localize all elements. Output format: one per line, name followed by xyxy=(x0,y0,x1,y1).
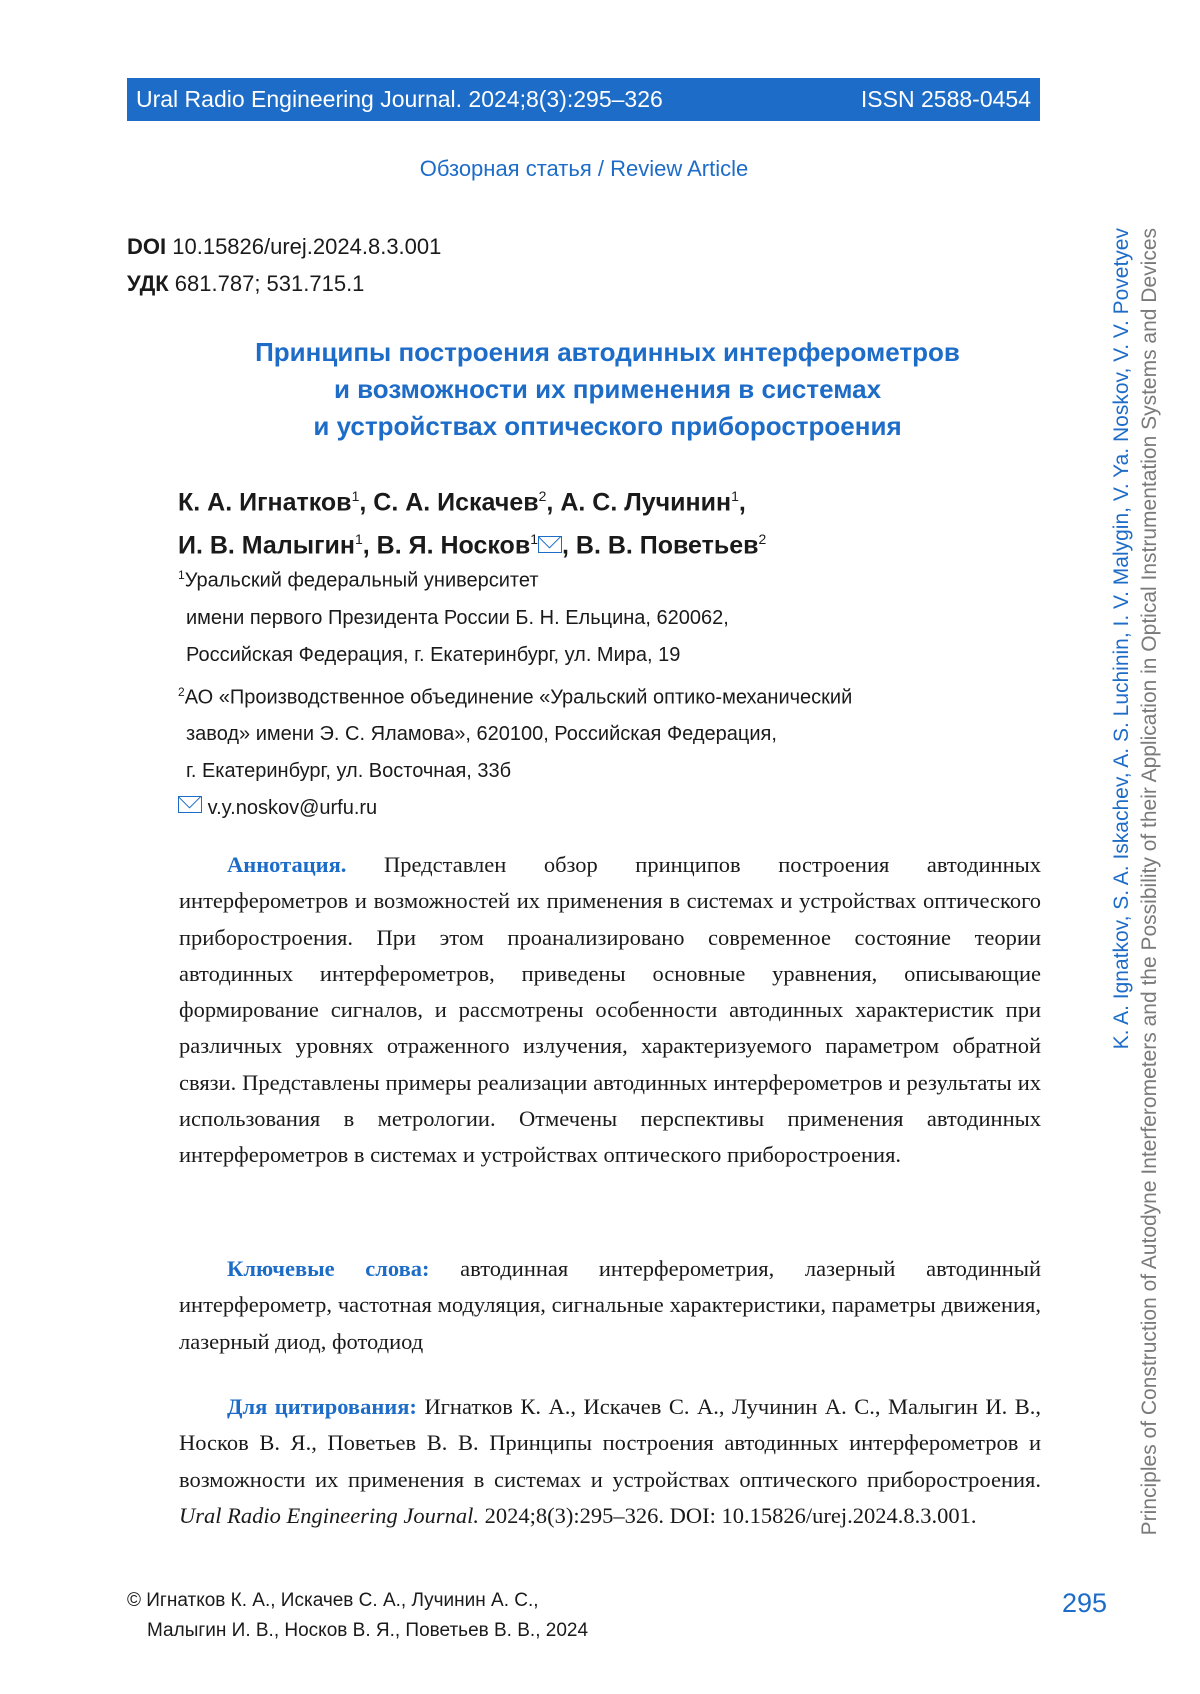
journal-citation: Ural Radio Engineering Journal. 2024;8(3):295–326 xyxy=(136,86,663,112)
corresponding-email[interactable]: v.y.noskov@urfu.ru xyxy=(207,797,378,820)
article-identifiers xyxy=(127,228,441,302)
udk-value: 681.787; 531.715.1 xyxy=(174,271,365,296)
affiliation-text: имени первого Президента России Б. Н. Ельцина, 620062, xyxy=(186,606,729,629)
udk-label: УДК xyxy=(127,271,169,296)
citation-journal: Ural Radio Engineering Journal. xyxy=(179,1502,479,1528)
envelope-icon xyxy=(178,796,202,813)
affiliation-number: 2 xyxy=(178,684,185,699)
author-list: К. А. Игнатков$^1$, С. А. Искачев$^2$, А. С. Лучинин$^1$, И. В. Малыгин$^1$, В. Я. Носков$^1$ , В. В. Поветьев$^2$ xyxy=(178,488,767,560)
abstract-label: Аннотация. xyxy=(227,852,347,877)
title-line: и возможности их применения в системах xyxy=(333,374,882,404)
copyright xyxy=(127,1586,588,1646)
author-affiliation-mark: 2 xyxy=(758,531,767,548)
article-title xyxy=(130,334,1085,445)
page-number: 295 xyxy=(1062,1588,1108,1618)
affiliation-number: 1 xyxy=(178,568,185,582)
affiliations xyxy=(178,557,1018,827)
side-title: Principles of Construction of Autodyne Interferometers and the Possibility of their Application in Optical Instrumentation Systems and Devices xyxy=(1138,228,1161,1536)
keywords-text: автодинная интерферометрия, лазерный автодинный интерферометр, частотная модуляция, сигнальные характеристики, параметры движения, лазерный диод, фотодиод xyxy=(179,1256,1041,1354)
doi-value[interactable]: 10.15826/urej.2024.8.3.001 xyxy=(172,234,442,259)
author-name: В. В. Поветьев xyxy=(575,531,759,560)
article-type: Обзорная статья / Review Article xyxy=(419,156,749,181)
author-affiliation-mark: 1 xyxy=(351,488,360,504)
envelope-icon xyxy=(538,536,562,553)
keywords xyxy=(179,1251,1041,1360)
title-line: и устройствах оптического приборостроения xyxy=(313,411,902,441)
author-name: К. А. Игнатков xyxy=(178,488,352,517)
author-name: И. В. Малыгин xyxy=(178,531,355,560)
affiliation-text: г. Екатеринбург, ул. Восточная, 33б xyxy=(186,760,512,783)
abstract xyxy=(179,847,1041,1174)
side-running-title xyxy=(1108,228,1178,1568)
title-line: Принципы построения автодинных интерферометров xyxy=(255,337,960,367)
author-name: В. Я. Носков xyxy=(376,531,531,560)
affiliation-text: Российская Федерация, г. Екатеринбург, ул. Мира, 19 xyxy=(186,643,681,666)
side-authors: K. A. Ignatkov, S. A. Iskachev, A. S. Luchinin, I. V. Malygin, V. Ya. Noskov, V. V. Povetyev xyxy=(1110,228,1133,1050)
affiliation-text: Уральский федеральный университет xyxy=(184,569,539,592)
abstract-text: Представлен обзор принципов построения автодинных интерферометров и возможностей их применения в системах и устройствах оптического приборостроения. При этом проанализировано современное состояние теории автодинных интерферометров, приведены основные уравнения, описывающие формирование сигналов, и рассмотрены особенности автодинных характеристик при различных уровнях отраженного излучения, характеризуемого параметром обратной связи. Представлены примеры реализации автодинных интерферометров и результаты их использования в метрологии. Отмечены перспективы применения автодинных интерферометров в системах и устройствах оптического приборостроения. xyxy=(179,852,1042,1168)
author-affiliation-mark: 1 xyxy=(731,488,739,504)
journal-header-bar xyxy=(127,78,1040,121)
author-affiliation-mark: 1 xyxy=(530,531,538,548)
author-affiliation-mark: 2 xyxy=(538,488,547,504)
author-name: С. А. Искачев xyxy=(373,488,539,517)
affiliation-text: АО «Производственное объединение «Уральский оптико-механический xyxy=(184,686,853,709)
citation-label: Для цитирования: xyxy=(227,1394,417,1419)
keywords-label: Ключевые слова: xyxy=(227,1256,430,1281)
author-affiliation-mark: 1 xyxy=(354,531,363,548)
author-name: А. С. Лучинин xyxy=(560,488,732,517)
citation-tail: 2024;8(3):295–326. DOI: 10.15826/urej.2024.8.3.001. xyxy=(484,1502,977,1528)
citation xyxy=(179,1389,1041,1534)
issn: ISSN 2588-0454 xyxy=(860,86,1031,112)
doi-label: DOI xyxy=(127,234,167,259)
copyright-line: Малыгин И. В., Носков В. Я., Поветьев В. В., 2024 xyxy=(147,1620,589,1641)
copyright-line: © Игнатков К. А., Искачев С. А., Лучинин А. С., xyxy=(127,1590,539,1611)
affiliation-text: завод» имени Э. С. Яламова», 620100, Российская Федерация, xyxy=(186,723,777,746)
citation-text: Игнатков К. А., Искачев С. А., Лучинин А. С., Малыгин И. В., Носков В. Я., Поветьев В. В. Принципы построения автодинных интерферометров и возможности их применения в системах и устройствах оптического приборостроения. xyxy=(179,1394,1042,1492)
